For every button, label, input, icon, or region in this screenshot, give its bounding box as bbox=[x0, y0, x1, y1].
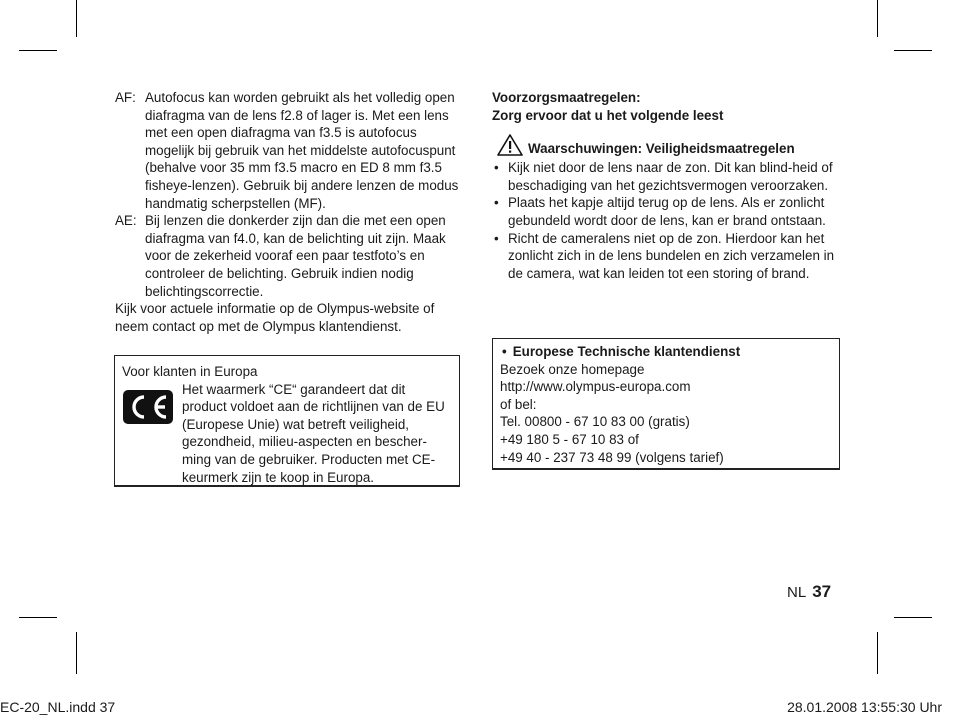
bullet-symbol: • bbox=[502, 344, 507, 359]
service-title-text: Europese Technische klantendienst bbox=[512, 344, 741, 359]
list-item-text: Plaats het kapje altijd terug op de lens. Als er zonlicht gebundeld wordt door de lens, kan er brand ontstaan. bbox=[508, 195, 826, 228]
footer-filename: EC-20_NL.indd 37 bbox=[0, 699, 116, 715]
entry-text: Bij lenzen die donkerder zijn dan die met een open diafragma van f4.0, kan de belichting uit zijn. Maak voor de zekerheid vooraf een paar testfoto’s en controleer de belichting. Gebruik indien nodig belichtingscorrectie. bbox=[145, 213, 446, 299]
ce-mark-icon bbox=[122, 389, 174, 425]
bullet-symbol: • bbox=[494, 160, 499, 176]
warning-heading bbox=[492, 133, 842, 157]
crop-mark bbox=[76, 632, 77, 674]
ce-description: Het waarmerk “CE“ garandeert dat dit product voldoet aan de richtlijnen van de EU (Europese Unie) wat betreft veiligheid, gezondheid, milieu-aspecten en bescher-ming van de gebruiker. Producten met CE-keurmerk zijn te koop in Europa. bbox=[182, 381, 445, 485]
phone-number: +49 180 5 - 67 10 83 of bbox=[500, 431, 639, 447]
crop-mark bbox=[877, 0, 878, 37]
page-language: NL bbox=[787, 584, 807, 601]
europe-info-box bbox=[114, 355, 460, 487]
crop-mark bbox=[19, 617, 57, 618]
ce-row bbox=[122, 381, 453, 487]
footer-timestamp: 28.01.2008 13:55:30 Uhr bbox=[787, 699, 942, 715]
warning-triangle-icon bbox=[496, 133, 526, 157]
crop-mark bbox=[894, 50, 932, 51]
page-number bbox=[787, 583, 831, 602]
page-number-value: 37 bbox=[812, 582, 832, 601]
warning-title: Waarschuwingen: Veiligheidsmaatregelen bbox=[528, 140, 795, 156]
crop-mark bbox=[76, 0, 77, 37]
bullet-symbol: • bbox=[494, 230, 499, 246]
entry-term: AF: bbox=[115, 90, 136, 105]
left-column bbox=[115, 89, 467, 335]
service-box-title bbox=[500, 343, 833, 361]
list-item bbox=[492, 159, 842, 194]
entry-text: Autofocus kan worden gebruikt als het volledig open diafragma van de lens f2.8 of lager is. Met een lens met een open diafragma van f3.5 is autofocus mogelijk bij gebruik van het middelste autofocuspunt (behalve voor 35 mm f3.5 macro en ED 8 mm f3.5 fisheye-lenzen). Gebruik bij andere lenzen de modus handmatig scherpstellen (MF). bbox=[145, 90, 459, 211]
entry-ae bbox=[115, 212, 467, 300]
precautions-heading: Voorzorgsmaatregelen: bbox=[492, 90, 641, 105]
crop-mark bbox=[19, 50, 57, 51]
entry-af bbox=[115, 89, 467, 212]
service-line: of bel: bbox=[500, 396, 537, 412]
europe-box-heading: Voor klanten in Europa bbox=[122, 364, 258, 379]
service-info-box bbox=[492, 338, 840, 470]
right-column bbox=[492, 89, 842, 282]
crop-mark bbox=[877, 632, 878, 674]
warning-list bbox=[492, 159, 842, 282]
website-note: Kijk voor actuele informatie op de Olympus-website of neem contact op met de Olympus klantendienst. bbox=[115, 301, 435, 334]
list-item bbox=[492, 194, 842, 229]
entry-term: AE: bbox=[115, 213, 137, 229]
phone-number: Tel. 00800 - 67 10 83 00 (gratis) bbox=[500, 414, 690, 430]
precautions-subheading: Zorg ervoor dat u het volgende leest bbox=[492, 107, 724, 123]
phone-number: +49 40 - 237 73 48 99 (volgens tarief) bbox=[500, 449, 724, 465]
bullet-symbol: • bbox=[494, 195, 499, 211]
list-item-text: Richt de cameralens niet op de zon. Hierdoor kan het zonlicht zich in de lens bundelen en zich verzamelen in de camera, wat kan leiden tot een storing of brand. bbox=[508, 230, 835, 281]
website-link[interactable]: http://www.olympus-europa.com bbox=[500, 379, 691, 395]
list-item-text: Kijk niet door de lens naar de zon. Dit kan blind-heid of beschadiging van het gezichtsvermogen veroorzaken. bbox=[508, 160, 833, 193]
crop-mark bbox=[894, 617, 932, 618]
service-line: Bezoek onze homepage bbox=[500, 361, 645, 377]
list-item bbox=[492, 230, 842, 283]
